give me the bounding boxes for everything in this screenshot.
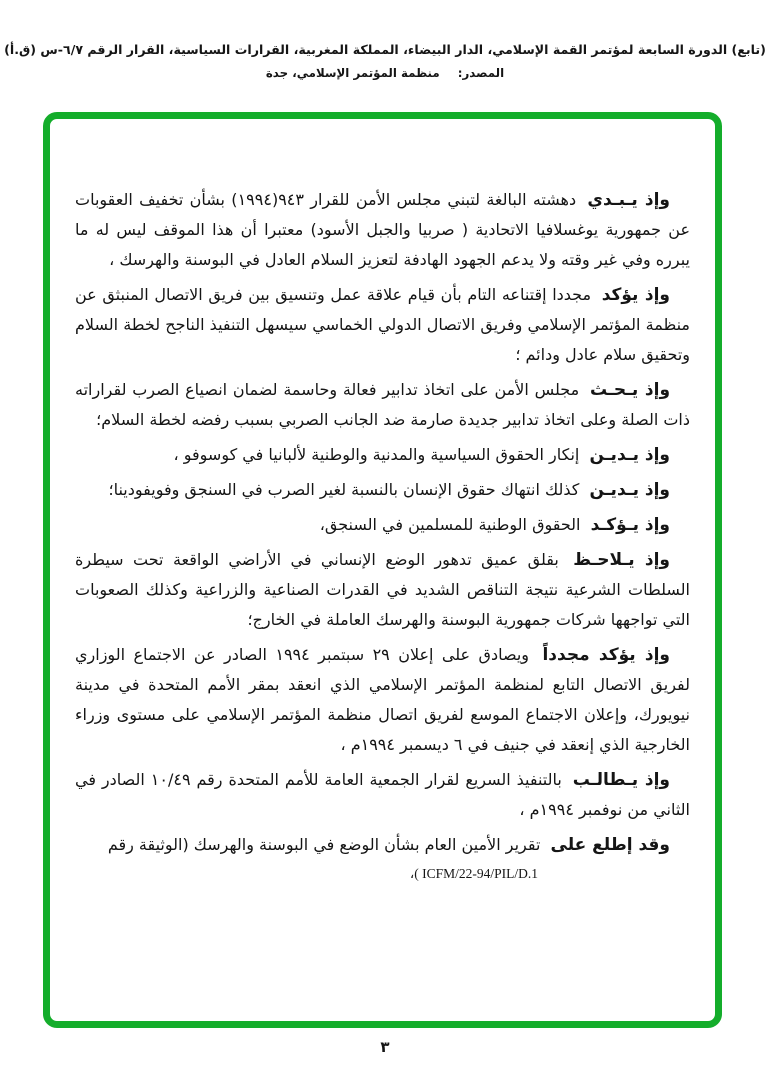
document-reference-code: ICFM/22-94/PIL/D.1 )، (409, 866, 538, 881)
document-title: (تابع) الدورة السابعة لمؤتمر القمة الإسلامي، الدار البيضاء، المملكة المغربية، القرارات السياسية، القرار الرقم ٦/٧-س (ق.أ) (4, 42, 766, 57)
paragraph-lead: وإذ يؤكد مجدداً (542, 645, 670, 665)
paragraph-5 (75, 475, 690, 505)
paragraph-lead: وإذ يـديـن (589, 445, 670, 465)
paragraph-3 (75, 375, 690, 435)
paragraph-lead: وإذ يـلاحـظ (573, 550, 670, 570)
paragraph-7 (75, 545, 690, 635)
paragraph-lead: وإذ يـبـدي (587, 190, 671, 210)
paragraph-text: بالتنفيذ السريع لقرار الجمعية العامة للأمم المتحدة رقم ١٠/٤٩ الصادر في الثاني من نوفمبر ١٩٩٤م ، (75, 770, 690, 819)
paragraph-text: الحقوق الوطنية للمسلمين في السنجق، (319, 515, 581, 534)
paragraph-lead: وإذ يـديـن (589, 480, 670, 500)
paragraph-text: بقلق عميق تدهور الوضع الإنساني في الأراضي الواقعة تحت سيطرة السلطات الشرعية نتيجة التناقص الشديد في القدرات الصناعية والزراعية وكذلك الصعوبات التي تواجهها شركات جمهورية البوسنة والهرسك العاملة في الخارج؛ (75, 550, 690, 629)
paragraph-10 (75, 830, 690, 860)
paragraph-2 (75, 280, 690, 370)
document-body (50, 119, 715, 888)
paragraph-1 (75, 185, 690, 275)
paragraph-text: مجددا إقتناعه التام بأن قيام علاقة عمل وتنسيق بين فريق الاتصال المنبثق عن منظمة المؤتمر الإسلامي وفريق الاتصال الدولي الخماسي سيسهل التنفيذ الناجح لخطة السلام وتحقيق سلام عادل ودائم ؛ (75, 285, 690, 364)
paragraph-lead: وإذ يـطالـب (572, 770, 670, 790)
paragraph-8 (75, 640, 690, 760)
paragraph-text: ويصادق على إعلان ٢٩ سبتمبر ١٩٩٤ الصادر عن الاجتماع الوزاري لفريق الاتصال التابع لمنظمة المؤتمر الإسلامي الذي انعقد بمقر الأمم المتحدة في مدينة نيويورك، وإعلان الاجتماع الموسع لفريق اتصال منظمة المؤتمر الإسلامي على مستوى وزراء الخارجية الذي إنعقد في جنيف في ٦ ديسمبر ١٩٩٤م ، (75, 645, 690, 754)
paragraph-lead: وقد إطلع على (550, 835, 670, 855)
header (0, 0, 770, 80)
paragraph-9 (75, 765, 690, 825)
paragraph-text: كذلك انتهاك حقوق الإنسان بالنسبة لغير الصرب في السنجق وفويفودينا؛ (108, 480, 580, 499)
document-source (0, 66, 770, 80)
paragraph-lead: وإذ يؤكد (601, 285, 670, 305)
paragraph-text: دهشته البالغة لتبني مجلس الأمن للقرار ٩٤٣(١٩٩٤) بشأن تخفيف العقوبات عن جمهورية يوغسلافيا الاتحادية ( صربيا والجبل الأسود) معتبرا أن هذا الموقف ليس له ما يبرره وفي غير وقته ولا يدعم الجهود الهادفة لتعزيز السلام العادل في البوسنة والهرسك ، (75, 190, 690, 269)
paragraph-text: إنكار الحقوق السياسية والمدنية والوطنية لألبانيا في كوسوفو ، (173, 445, 580, 464)
paragraph-text: مجلس الأمن على اتخاذ تدابير فعالة وحاسمة لضمان انصياع الصرب لقراراته ذات الصلة وعلى اتخاذ تدابير جديدة صارمة ضد الجانب الصربي بسبب رفضه لخطة السلام؛ (75, 380, 690, 429)
paragraph-lead: وإذ يـؤكـد (590, 515, 670, 535)
green-frame (43, 112, 722, 1028)
page-number: ٣ (380, 1038, 390, 1056)
paragraph-lead: وإذ يـحـث (590, 380, 671, 400)
paragraph-4 (75, 440, 690, 470)
source-value: منظمة المؤتمر الإسلامي، جدة (265, 66, 440, 80)
paragraph-6 (75, 510, 690, 540)
source-label: المصدر: (457, 66, 505, 80)
paragraph-text: تقرير الأمين العام بشأن الوضع في البوسنة والهرسك (الوثيقة رقم (107, 835, 541, 854)
